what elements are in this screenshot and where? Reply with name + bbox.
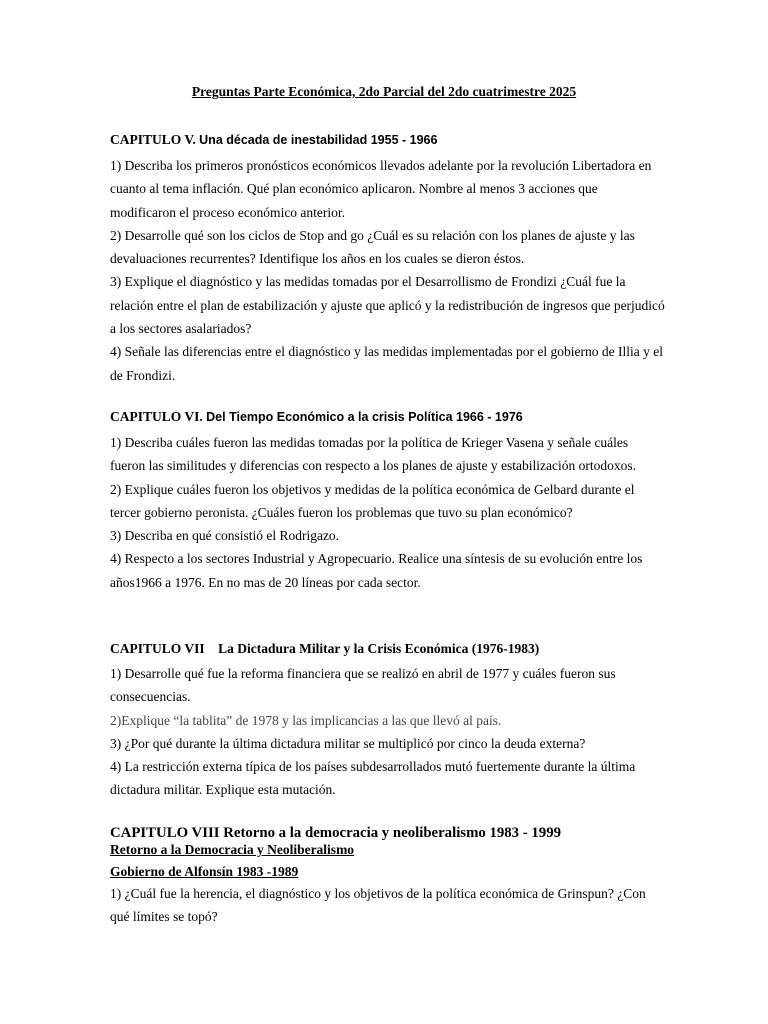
chapter-subtitle: Del Tiempo Económico a la crisis Política 1966 - 1976 [206, 410, 523, 424]
chapter-heading: CAPITULO VIII Retorno a la democracia y neoliberalismo 1983 - 1999 [110, 825, 562, 841]
chapter-heading [110, 407, 666, 427]
question: 1) ¿Cuál fue la herencia, el diagnóstico y los objetivos de la política económica de Grinspun? ¿Con qué límites se topó? [110, 886, 646, 925]
question: 1) Describa cuáles fueron las medidas tomadas por la política de Krieger Vasena y señale cuáles fueron las similitudes y diferencias con respecto a los planes de ajuste y estabilización ortodoxos. [110, 435, 636, 474]
question: 4) Respecto a los sectores Industrial y Agropecuario. Realice una síntesis de su evolución entre los años1966 a 1976. En no mas de 20 líneas por cada sector. [110, 551, 643, 590]
chapter-number: CAPITULO VI. [110, 409, 203, 424]
question: 1) Describa los primeros pronósticos económicos llevados adelante por la revolución Libertadora en cuanto al tema inflación. Qué plan económico aplicaron. Nombre al menos 3 acciones que modificaron el proceso económico anterior. [110, 158, 652, 220]
question-list [110, 662, 666, 802]
chapter-heading [110, 130, 666, 150]
chapter-6 [110, 407, 666, 594]
question-list [110, 154, 666, 387]
chapter-subheading: Retorno a la Democracia y Neoliberalismo [110, 842, 355, 857]
question: 2) Explique cuáles fueron los objetivos y medidas de la política económica de Gelbard durante el tercer gobierno peronista. ¿Cuáles fueron los problemas que tuvo su plan económico? [110, 481, 635, 520]
question-list [110, 431, 666, 594]
question: 3) ¿Por qué durante la última dictadura militar se multiplicó por cinco la deuda externa? [110, 735, 586, 751]
question: 1) Desarrolle qué fue la reforma financiera que se realizó en abril de 1977 y cuáles fueron sus consecuencias. [110, 666, 616, 705]
government-heading: Gobierno de Alfonsín 1983 -1989 [110, 864, 299, 879]
chapter-7 [110, 639, 666, 802]
chapter-5 [110, 130, 666, 387]
chapter-number: CAPITULO VII [110, 641, 205, 656]
question: 2)Explique “la tablita” de 1978 y las implicancias a las que llevó al país. [110, 712, 502, 728]
question-list [110, 882, 666, 929]
question: 2) Desarrolle qué son los ciclos de Stop and go ¿Cuál es su relación con los planes de ajuste y las devaluaciones recurrentes? Identifique los años en los cuales se dieron éstos. [110, 227, 635, 267]
chapter-subtitle: Una década de inestabilidad 1955 - 1966 [199, 133, 438, 147]
question: 4) Señale las diferencias entre el diagnóstico y las medidas implementadas por el gobierno de Illia y el de Frondizi. [110, 344, 663, 383]
chapter-8 [110, 825, 666, 929]
question: 3) Explique el diagnóstico y las medidas tomadas por el Desarrollismo de Frondizi ¿Cuál fue la relación entre el plan de estabilización y ajuste que aplicó y la redistribución de ingresos que perjudicó a los sectores asalariados? [110, 274, 665, 337]
chapter-heading [110, 639, 666, 658]
question: 3) Describa en qué consistió el Rodrigazo. [110, 528, 340, 544]
question: 4) La restricción externa típica de los países subdesarrollados mutó fuertemente durante la última dictadura militar. Explique esta mutación. [110, 759, 636, 798]
document-title: Preguntas Parte Económica, 2do Parcial del 2do cuatrimestre 2025 [191, 84, 577, 99]
chapter-subtitle: La Dictadura Militar y la Crisis Económica (1976-1983) [218, 641, 540, 656]
chapter-number: CAPITULO V. [110, 132, 196, 147]
